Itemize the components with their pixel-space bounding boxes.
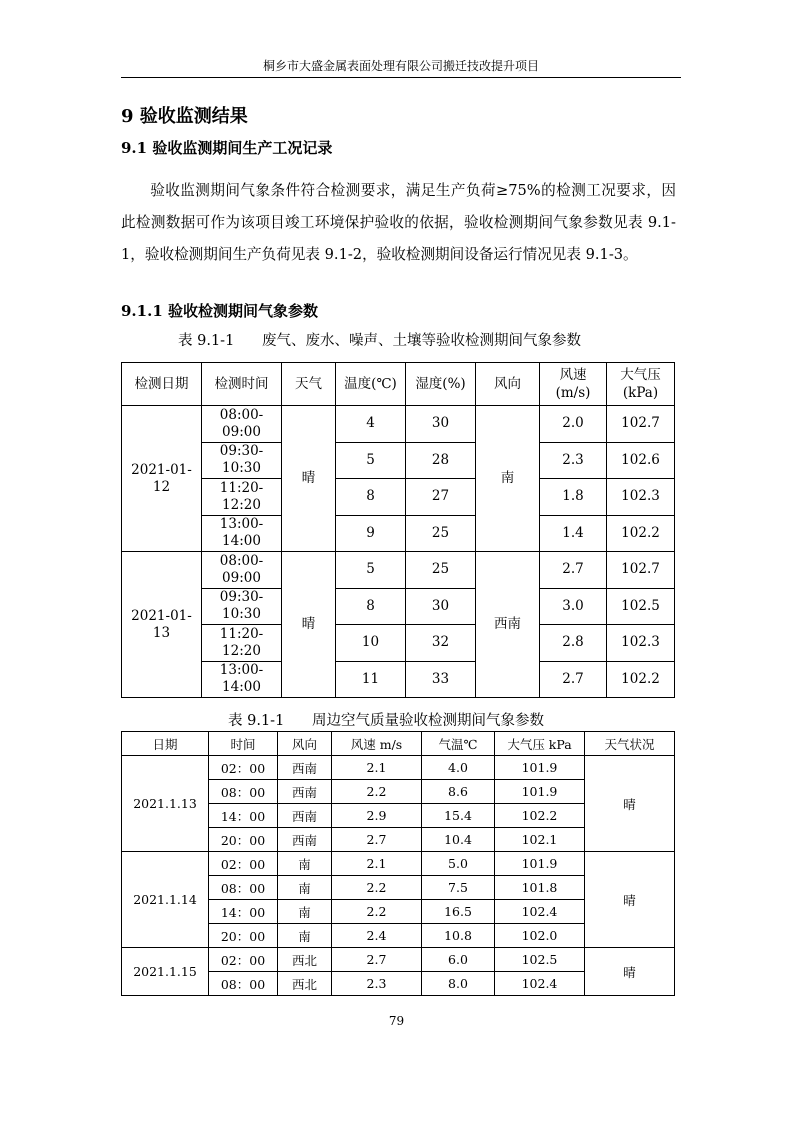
pressure-cell: 102.7 — [607, 552, 675, 589]
table-row — [122, 948, 675, 972]
table1-header-cell: 温度(℃) — [336, 363, 406, 406]
wind-direction-cell: 西南 — [278, 756, 332, 780]
wind-speed-cell: 2.2 — [332, 876, 422, 900]
wind-speed-cell: 2.4 — [332, 924, 422, 948]
time-cell: 14：00 — [209, 804, 278, 828]
pressure-cell: 102.4 — [495, 900, 585, 924]
wind-direction-cell: 西南 — [278, 804, 332, 828]
wind-direction-cell: 西南 — [476, 552, 540, 698]
temperature-cell: 8 — [336, 588, 406, 625]
temperature-cell: 5 — [336, 442, 406, 479]
table1-header-cell: 检测日期 — [122, 363, 202, 406]
temperature-cell: 7.5 — [422, 876, 495, 900]
section-heading: 9 验收监测结果 — [121, 106, 248, 127]
time-cell: 13:00- 14:00 — [202, 515, 282, 552]
page-number: 79 — [388, 1014, 405, 1028]
pressure-cell: 101.9 — [495, 852, 585, 876]
time-cell: 11:20- 12:20 — [202, 625, 282, 662]
table-row — [122, 552, 675, 589]
table2-header-cell: 日期 — [122, 732, 209, 756]
weather-params-table — [121, 362, 675, 698]
pressure-cell: 102.0 — [495, 924, 585, 948]
wind-speed-cell: 2.1 — [332, 852, 422, 876]
time-cell: 02：00 — [209, 852, 278, 876]
humidity-cell: 32 — [406, 625, 476, 662]
pressure-cell: 102.1 — [495, 828, 585, 852]
humidity-cell: 30 — [406, 406, 476, 443]
date-cell: 2021-01- 13 — [122, 552, 202, 698]
weather-cell: 晴 — [585, 852, 675, 948]
wind-speed-cell: 2.2 — [332, 780, 422, 804]
wind-speed-cell: 2.7 — [332, 948, 422, 972]
table2-header-cell: 时间 — [209, 732, 278, 756]
humidity-cell: 33 — [406, 661, 476, 698]
table1-header-cell: 大气压 (kPa) — [607, 363, 675, 406]
weather-cell: 晴 — [585, 756, 675, 852]
date-cell: 2021-01- 12 — [122, 406, 202, 552]
wind-speed-cell: 2.7 — [332, 828, 422, 852]
pressure-cell: 102.6 — [607, 442, 675, 479]
wind-direction-cell: 西北 — [278, 948, 332, 972]
weather-cell: 晴 — [282, 552, 336, 698]
temperature-cell: 10 — [336, 625, 406, 662]
date-cell: 2021.1.15 — [122, 948, 209, 996]
time-cell: 09:30- 10:30 — [202, 442, 282, 479]
temperature-cell: 16.5 — [422, 900, 495, 924]
table-row — [122, 852, 675, 876]
temperature-cell: 8.6 — [422, 780, 495, 804]
wind-speed-cell: 2.9 — [332, 804, 422, 828]
table2-header-cell: 风向 — [278, 732, 332, 756]
table2-header-cell: 天气状况 — [585, 732, 675, 756]
date-cell: 2021.1.13 — [122, 756, 209, 852]
temperature-cell: 8.0 — [422, 972, 495, 996]
ambient-air-weather-table — [121, 731, 675, 996]
time-cell: 08:00- 09:00 — [202, 406, 282, 443]
wind-direction-cell: 南 — [278, 876, 332, 900]
table-row — [122, 479, 675, 516]
temperature-cell: 6.0 — [422, 948, 495, 972]
table-row — [122, 442, 675, 479]
wind-speed-cell: 2.7 — [540, 552, 607, 589]
wind-direction-cell: 南 — [278, 852, 332, 876]
time-cell: 02：00 — [209, 948, 278, 972]
pressure-cell: 101.8 — [495, 876, 585, 900]
table-row — [122, 515, 675, 552]
time-cell: 08:00- 09:00 — [202, 552, 282, 589]
table1-caption: 表 9.1-1 废气、废水、噪声、土壤等验收检测期间气象参数 — [178, 333, 581, 349]
wind-direction-cell: 南 — [278, 900, 332, 924]
pressure-cell: 102.7 — [607, 406, 675, 443]
pressure-cell: 101.9 — [495, 756, 585, 780]
table1-header-cell: 湿度(%) — [406, 363, 476, 406]
temperature-cell: 10.8 — [422, 924, 495, 948]
table1-header-cell: 风向 — [476, 363, 540, 406]
wind-speed-cell: 2.3 — [332, 972, 422, 996]
page-header: 桐乡市大盛金属表面处理有限公司搬迁技改提升项目 — [121, 58, 681, 78]
time-cell: 20：00 — [209, 924, 278, 948]
date-cell: 2021.1.14 — [122, 852, 209, 948]
wind-speed-cell: 2.2 — [332, 900, 422, 924]
time-cell: 09:30- 10:30 — [202, 588, 282, 625]
temperature-cell: 8 — [336, 479, 406, 516]
time-cell: 02：00 — [209, 756, 278, 780]
temperature-cell: 5.0 — [422, 852, 495, 876]
pressure-cell: 102.5 — [607, 588, 675, 625]
subsection-heading: 9.1 验收监测期间生产工况记录 — [121, 139, 333, 157]
pressure-cell: 102.2 — [495, 804, 585, 828]
wind-speed-cell: 2.8 — [540, 625, 607, 662]
humidity-cell: 27 — [406, 479, 476, 516]
temperature-cell: 9 — [336, 515, 406, 552]
wind-speed-cell: 1.8 — [540, 479, 607, 516]
time-cell: 08：00 — [209, 876, 278, 900]
temperature-cell: 10.4 — [422, 828, 495, 852]
pressure-cell: 102.4 — [495, 972, 585, 996]
temperature-cell: 5 — [336, 552, 406, 589]
wind-direction-cell: 西南 — [278, 828, 332, 852]
wind-direction-cell: 南 — [476, 406, 540, 552]
table2-header-cell: 气温℃ — [422, 732, 495, 756]
time-cell: 11:20- 12:20 — [202, 479, 282, 516]
humidity-cell: 25 — [406, 552, 476, 589]
table1-header-cell: 天气 — [282, 363, 336, 406]
table-row — [122, 625, 675, 662]
pressure-cell: 102.3 — [607, 479, 675, 516]
wind-speed-cell: 1.4 — [540, 515, 607, 552]
table2-caption: 表 9.1-1 周边空气质量验收检测期间气象参数 — [228, 713, 544, 729]
wind-speed-cell: 2.3 — [540, 442, 607, 479]
table-row — [122, 661, 675, 698]
wind-speed-cell: 2.7 — [540, 661, 607, 698]
table1-header-cell: 检测时间 — [202, 363, 282, 406]
pressure-cell: 102.2 — [607, 515, 675, 552]
time-cell: 13:00- 14:00 — [202, 661, 282, 698]
humidity-cell: 28 — [406, 442, 476, 479]
wind-speed-cell: 3.0 — [540, 588, 607, 625]
temperature-cell: 11 — [336, 661, 406, 698]
time-cell: 14：00 — [209, 900, 278, 924]
time-cell: 20：00 — [209, 828, 278, 852]
pressure-cell: 102.2 — [607, 661, 675, 698]
pressure-cell: 102.5 — [495, 948, 585, 972]
time-cell: 08：00 — [209, 780, 278, 804]
body-paragraph: 验收监测期间气象条件符合检测要求，满足生产负荷≥75%的检测工况要求，因此检测数据可作为该项目竣工环境保护验收的依据，验收检测期间气象参数见表 9.1-1，验收检测期间生产负荷见表 9.1-2，验收检测期间设备运行情况见表 9.1-3。 — [121, 182, 676, 263]
temperature-cell: 4 — [336, 406, 406, 443]
weather-cell: 晴 — [585, 948, 675, 996]
humidity-cell: 30 — [406, 588, 476, 625]
wind-direction-cell: 西北 — [278, 972, 332, 996]
table2-header-cell: 风速 m/s — [332, 732, 422, 756]
temperature-cell: 15.4 — [422, 804, 495, 828]
wind-direction-cell: 西南 — [278, 780, 332, 804]
pressure-cell: 102.3 — [607, 625, 675, 662]
table-row — [122, 756, 675, 780]
table1-header-cell: 风速 (m/s) — [540, 363, 607, 406]
pressure-cell: 101.9 — [495, 780, 585, 804]
wind-speed-cell: 2.0 — [540, 406, 607, 443]
wind-speed-cell: 2.1 — [332, 756, 422, 780]
subsubsection-heading: 9.1.1 验收检测期间气象参数 — [121, 302, 318, 320]
wind-direction-cell: 南 — [278, 924, 332, 948]
table-row — [122, 588, 675, 625]
table-row — [122, 406, 675, 443]
humidity-cell: 25 — [406, 515, 476, 552]
weather-cell: 晴 — [282, 406, 336, 552]
time-cell: 08：00 — [209, 972, 278, 996]
temperature-cell: 4.0 — [422, 756, 495, 780]
table2-header-cell: 大气压 kPa — [495, 732, 585, 756]
